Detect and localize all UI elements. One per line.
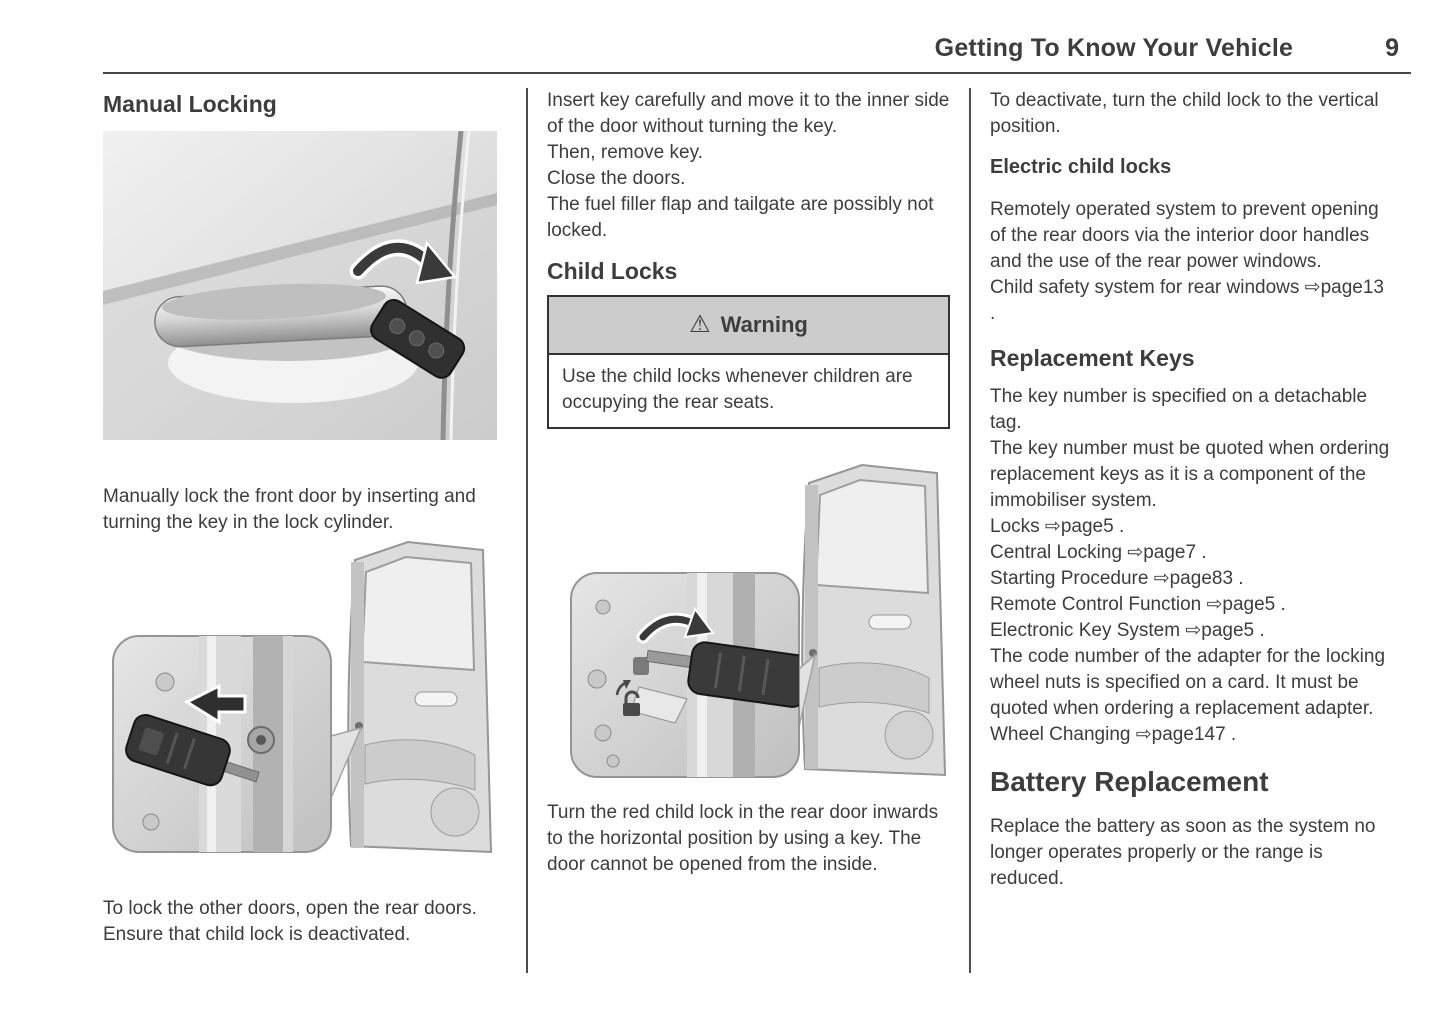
warning-title: Warning bbox=[720, 312, 808, 337]
text-line: Starting Procedure ⇨page83 . bbox=[990, 568, 1244, 589]
warning-triangle-icon: ⚠ bbox=[689, 311, 711, 338]
rear-door bbox=[348, 542, 491, 852]
paragraph-group bbox=[547, 88, 950, 244]
page-number: 9 bbox=[1385, 34, 1399, 62]
text-line: The key number is specified on a detachable tag. bbox=[990, 386, 1368, 433]
text-line: The fuel filler flap and tailgate are possibly not locked. bbox=[547, 194, 934, 241]
rear-door-lock-illustration bbox=[103, 540, 497, 860]
heading-child-locks: Child Locks bbox=[547, 258, 678, 284]
warning-box bbox=[547, 295, 950, 429]
figure-child-lock bbox=[547, 461, 950, 786]
paragraph: To deactivate, turn the child lock to the vertical position. bbox=[990, 90, 1379, 137]
column-3 bbox=[990, 88, 1390, 892]
text-line: Electronic Key System ⇨page5 . bbox=[990, 620, 1265, 641]
text-line: Locks ⇨page5 . bbox=[990, 516, 1125, 537]
paragraph: Turn the red child lock in the rear door inwards to the horizontal position by using a key. The door cannot be opened from the inside. bbox=[547, 802, 939, 875]
header-rule bbox=[103, 72, 1411, 74]
text-line: Child safety system for rear windows ⇨page13 . bbox=[990, 277, 1384, 324]
text-line: The code number of the adapter for the locking wheel nuts is specified on a card. It must be quoted when ordering a replacement adapter. bbox=[990, 646, 1386, 719]
text-line: Close the doors. bbox=[547, 168, 686, 189]
heading-manual-locking: Manual Locking bbox=[103, 91, 277, 117]
figure-rear-door-lock-cylinder bbox=[103, 540, 497, 860]
text-line: The key number must be quoted when ordering replacement keys as it is a component of the immobiliser system. bbox=[990, 438, 1390, 511]
child-lock-illustration bbox=[547, 461, 950, 786]
column-separator bbox=[969, 88, 971, 973]
subheading-electric-child-locks: Electric child locks bbox=[990, 156, 1172, 178]
heading-replacement-keys: Replacement Keys bbox=[990, 345, 1195, 371]
heading-battery-replacement: Battery Replacement bbox=[990, 766, 1269, 797]
paragraph: Replace the battery as soon as the system no longer operates properly or the range is reduced. bbox=[990, 816, 1376, 889]
chapter-title: Getting To Know Your Vehicle bbox=[934, 34, 1294, 62]
text-line: Remotely operated system to prevent opening of the rear doors via the interior door handles and the use of the rear power windows. bbox=[990, 199, 1379, 272]
paragraph-group bbox=[990, 197, 1390, 327]
text-line: Remote Control Function ⇨page5 . bbox=[990, 594, 1286, 615]
paragraph: Manually lock the front door by inserting and turning the key in the lock cylinder. bbox=[103, 486, 476, 533]
figure-door-handle-key bbox=[103, 131, 497, 440]
paragraph: To lock the other doors, open the rear doors. Ensure that child lock is deactivated. bbox=[103, 898, 477, 945]
text-line: Insert key carefully and move it to the inner side of the door without turning the key. bbox=[547, 90, 950, 137]
warning-body: Use the child locks whenever children are occupying the rear seats. bbox=[562, 366, 913, 413]
text-line: Then, remove key. bbox=[547, 142, 703, 163]
paragraph-group bbox=[990, 384, 1390, 748]
child-lock-inset bbox=[571, 573, 811, 777]
text-line: Wheel Changing ⇨page147 . bbox=[990, 724, 1237, 745]
page-header bbox=[103, 34, 1411, 63]
column-separator bbox=[526, 88, 528, 973]
text-line: Central Locking ⇨page7 . bbox=[990, 542, 1207, 563]
rear-door bbox=[802, 465, 945, 775]
column-1 bbox=[103, 88, 497, 948]
warning-header bbox=[549, 297, 948, 355]
door-handle-key-illustration bbox=[103, 131, 497, 440]
column-2 bbox=[547, 88, 950, 878]
lock-cylinder-inset bbox=[113, 636, 331, 852]
content-columns bbox=[103, 88, 1411, 973]
